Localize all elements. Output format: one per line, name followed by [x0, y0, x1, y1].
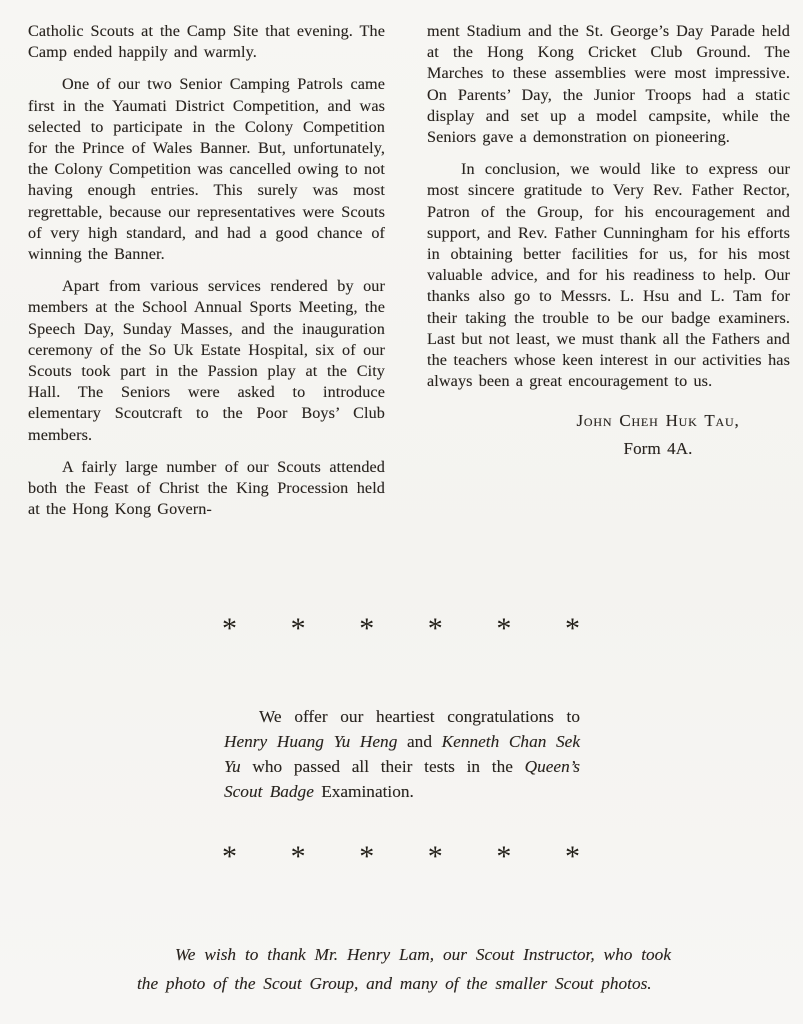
paragraph: A fairly large number of our Scouts attended both the Feast of Christ the King Procession held at the Hong Kong Govern-	[28, 457, 385, 519]
signature-block	[527, 407, 789, 463]
signature-name: John Cheh Huk Tau,	[576, 411, 740, 431]
two-column-text-block	[28, 21, 790, 520]
asterisk-glyph: *	[496, 840, 512, 873]
asterisk-glyph: *	[496, 612, 512, 645]
paragraph: Catholic Scouts at the Camp Site that evening. The Camp ended happily and warmly.	[28, 22, 385, 62]
asterisk-divider-top	[222, 614, 580, 644]
asterisk-glyph: *	[564, 612, 580, 645]
asterisk-glyph: *	[359, 840, 375, 873]
asterisk-divider-bottom	[222, 842, 580, 872]
congratulations-note: We offer our heartiest congratulations to Henry Huang Yu Heng and Kenneth Chan Sek Yu who passed all their tests in the Queen’s Scout Badge Examination.	[224, 707, 580, 801]
paragraph: One of our two Senior Camping Patrols came first in the Yaumati District Competition, and was selected to participate in the Colony Competition for the Prince of Wales Banner. But, unfortunately, the Colony Competition was cancelled owing to not having enough entries. This surely was most regrettable, because our representatives were Scouts of very high standard, and had a good chance of winning the Banner.	[28, 75, 385, 264]
asterisk-glyph: *	[427, 840, 443, 873]
right-column	[427, 21, 790, 520]
asterisk-glyph: *	[564, 840, 580, 873]
asterisk-glyph: *	[222, 612, 237, 645]
asterisk-glyph: *	[222, 840, 237, 873]
paragraph: In conclusion, we would like to express our most sincere gratitude to Very Rev. Father Rector, Patron of the Group, for his encouragement and support, and Rev. Father Cunningham for his efforts in obtaining better facilities for us, for his most valuable advice, and for his readiness to help. Our thanks also go to Messrs. L. Hsu and L. Tam for their taking the trouble to be our badge examiners. Last but not least, we must thank all the Fathers and the teachers whose keen interest in our activities has always been a great encouragement to us.	[427, 160, 790, 391]
asterisk-glyph: *	[290, 840, 306, 873]
asterisk-glyph: *	[290, 612, 306, 645]
paragraph: Apart from various services rendered by our members at the School Annual Sports Meeting, the Speech Day, Sunday Masses, and the inauguration ceremony of the So Uk Estate Hospital, six of our Scouts took part in the Passion play at the City Hall. The Seniors were asked to introduce elementary Scoutcraft to the Poor Boys’ Club members.	[28, 277, 385, 444]
asterisk-glyph: *	[359, 612, 375, 645]
signature-form: Form 4A.	[623, 439, 693, 459]
paragraph: ment Stadium and the St. George’s Day Parade held at the Hong Kong Cricket Club Ground. The Marches to these assemblies were most impressive. On Parents’ Day, the Junior Troops had a static display and set up a model campsite, while the Seniors gave a demonstration on pioneering.	[427, 22, 790, 147]
asterisk-glyph: *	[427, 612, 443, 645]
photo-credit-note: We wish to thank Mr. Henry Lam, our Scout Instructor, who took the photo of the Scout Group, and many of the smaller Scout photos.	[137, 945, 671, 994]
left-column	[28, 21, 385, 520]
